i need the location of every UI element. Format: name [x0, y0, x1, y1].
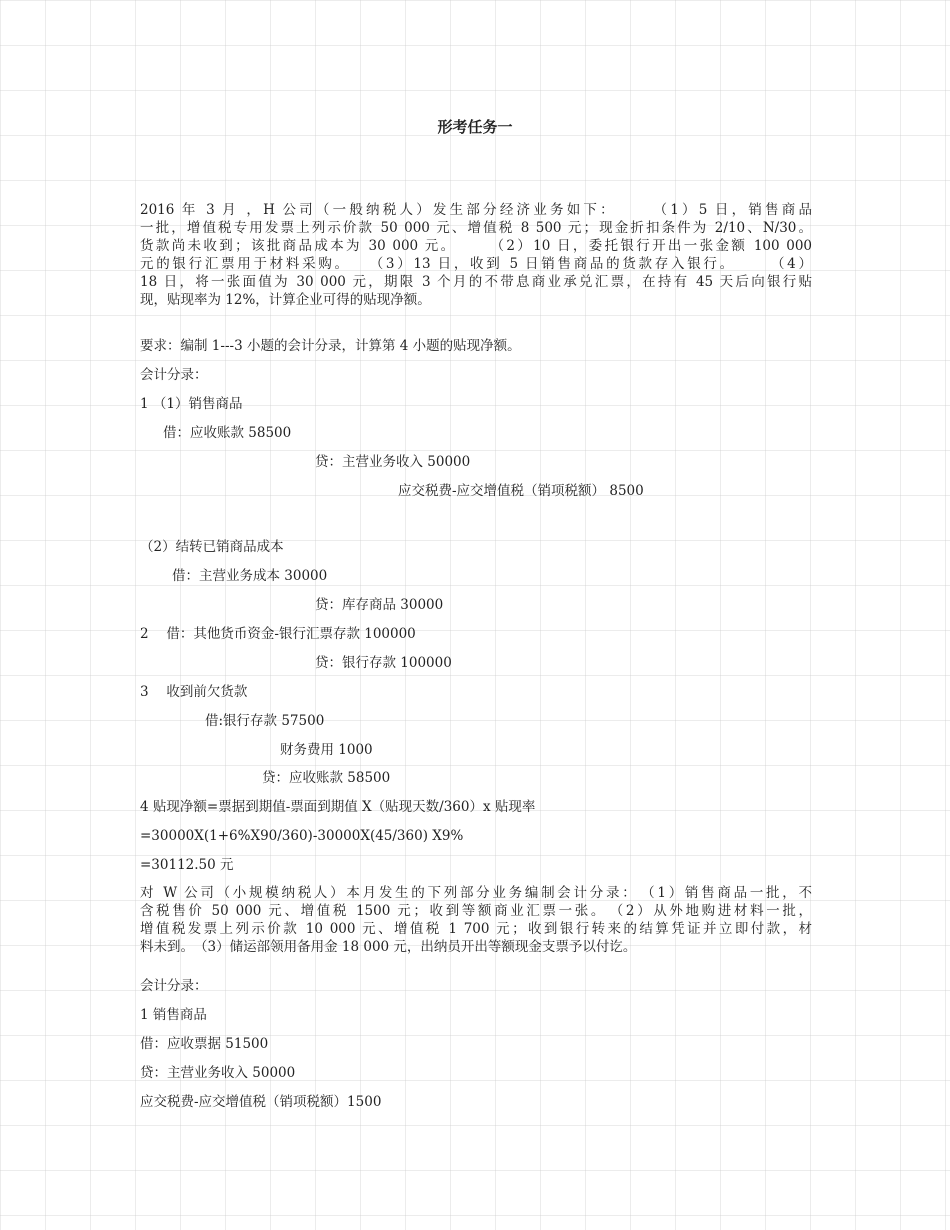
problem1-line: 一批，增值税专用发票上列示价款 50 000 元、增值税 8 500 元；现金折扣条件为 2/10、N/30。 [140, 220, 812, 236]
problem2-line: 增值税发票上列示价款 10 000 元、增值税 1 700 元；收到银行转来的结算凭证并立即付款，材 [140, 921, 812, 937]
entry1-heading: 1 （1）销售商品 [140, 396, 243, 412]
requirement-text: 要求：编制 1---3 小题的会计分录，计算第 4 小题的贴现净额。 [140, 338, 521, 354]
document-title: 形考任务一 [437, 118, 513, 136]
problem1-line: 货款尚未收到；该批商品成本为 30 000 元。 （2）10 日，委托银行开出一张金额 100 000 [140, 238, 812, 254]
problem1-line: 2016 年 3 月 ，H 公司（一般纳税人）发生部分经济业务如下： （1）5 日，销售商品 [140, 202, 812, 218]
sale-credit: 应交税费-应交增值税（销项税额）1500 [140, 1094, 382, 1110]
problem1-line: 现，贴现率为 12%，计算企业可得的贴现净额。 [140, 292, 431, 308]
discount-calculation: =30000X(1+6%X90/360)-30000X(45/360) X9% [140, 828, 464, 844]
entry1-credit: 应交税费-应交增值税（销项税额） 8500 [398, 483, 644, 499]
entry1b-heading: （2）结转已销商品成本 [140, 539, 284, 555]
entry1-credit: 贷：主营业务收入 50000 [315, 454, 471, 470]
entries-heading: 会计分录： [140, 978, 208, 994]
problem2-paragraph [140, 884, 812, 956]
problem1-paragraph [140, 201, 812, 309]
entry2-debit: 2 借：其他货币资金-银行汇票存款 100000 [140, 626, 416, 642]
entry1b-debit: 借：主营业务成本 30000 [172, 568, 328, 584]
entry1b-credit: 贷：库存商品 30000 [315, 597, 444, 613]
entry1-debit: 借：应收账款 58500 [163, 425, 292, 441]
sale-heading: 1 销售商品 [140, 1007, 207, 1023]
problem2-line: 料未到。 （3）储运部领用备用金 18 000 元，出纳员开出等额现金支票予以付讫。 [140, 939, 637, 955]
discount-result: =30112.50 元 [140, 857, 234, 873]
entry3-debit: 借:银行存款 57500 [205, 713, 325, 729]
discount-formula: 4 贴现净额=票据到期值-票面到期值 X（贴现天数/360）x 贴现率 [140, 799, 536, 815]
entry3-credit: 贷：应收账款 58500 [262, 770, 391, 786]
problem2-line: 对 W 公司（小规模纳税人）本月发生的下列部分业务编制会计分录： （1）销售商品一批，不 [140, 885, 812, 901]
problem1-line: 18 日，将一张面值为 30 000 元，期限 3 个月的不带息商业承兑汇票，在持有 45 天后向银行贴 [140, 274, 812, 290]
entry3-heading: 3 收到前欠货款 [140, 684, 248, 700]
sale-credit: 贷：主营业务收入 50000 [140, 1065, 296, 1081]
entries-heading: 会计分录： [140, 367, 208, 383]
problem2-line: 含税售价 50 000 元、增值税 1500 元；收到等额商业汇票一张。 （2）从外地购进材料一批， [140, 903, 812, 919]
sale-debit: 借：应收票据 51500 [140, 1036, 269, 1052]
entry2-credit: 贷：银行存款 100000 [315, 655, 452, 671]
problem1-line: 元的银行汇票用于材料采购。 （3）13 日，收到 5 日销售商品的货款存入银行。 （4） [140, 256, 812, 272]
entry3-debit: 财务费用 1000 [280, 742, 373, 758]
